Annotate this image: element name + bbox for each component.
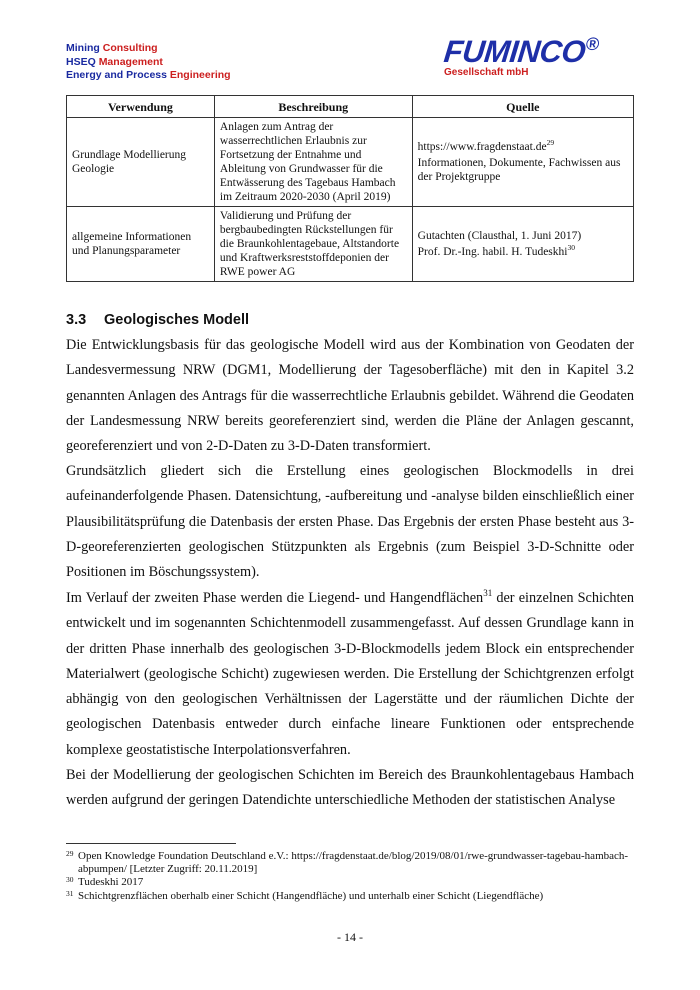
paragraph-text: der einzelnen Schichten entwickelt und im sogenannten Schichtenmodell zusammengefasst. Auf dessen Grundlage kann in der dritten Phase innerhalb des geologischen 3-D-Blockmodells jedem Block ein entsprechender Materialwert (geologische Schicht) zugewiesen werden. Die Erstellung der Schichtgrenzen erfolgt abhängig von den geologischen Verhältnissen der Lagerstätte und der räumlichen Dichte der geologischen Datenbasis entweder durch einfache lineare Funktionen oder entsprechende komplexe geostatistische Interpolationsverfahren. [66,590,634,758]
paragraph: Grundsätzlich gliedert sich die Erstellung eines geologischen Blockmodells in drei aufeinanderfolgende Phasen. Datensichtung, -aufbereitung und -analyse bilden einschließlich einer Plausibilitätsprüfung die Datenbasis der ersten Phase. Das Ergebnis der ersten Phase besteht aus 3-D-georeferenzierten geologischen Stützpunkten als Ergebnis (zum Beispiel 3-D-Schnitte oder Positionen im Böschungssystem). [66,463,634,581]
logo-subtitle: Gesellschaft mbH [444,67,529,78]
fuminco-logo [442,34,644,82]
registered-mark: ® [584,34,600,54]
quelle-url: https://www.fragdenstaat.de [417,141,547,153]
paragraph [66,586,634,763]
quelle-author: Prof. Dr.-Ing. habil. H. Tudeskhi [417,246,568,258]
section-number: 3.3 [66,312,87,328]
page-number: - 14 - [337,930,363,944]
table-header-row [67,96,634,118]
footnote-ref: 30 [567,243,575,252]
cell-beschreibung: Anlagen zum Antrag der wasserrechtlichen Erlaubnis zur Fortsetzung der Entnahme und Ableitung von Grundwasser für die Entwässerung des Tagebaus Hambach im Zeitraum 2020-2030 (April 2019) [214,118,412,207]
quelle-text: Informationen, Dokumente, Fachwissen aus der Projektgruppe [417,157,621,183]
data-sources-table [66,95,634,282]
col-header-quelle: Quelle [412,96,633,118]
col-header-beschreibung: Beschreibung [214,96,412,118]
cell-beschreibung: Validierung und Prüfung der bergbaubedingten Rückstellungen für die Braunkohlentagebaue, Altstandorte und Kraftwerksreststoffdeponien der RWE power AG [214,207,412,282]
tagline-line-2: HSEQ Management [66,55,163,68]
cell-quelle [412,207,633,282]
section-title: Geologisches Modell [104,312,250,328]
footnote-text: Schichtgrenzflächen oberhalb einer Schicht (Hangendfläche) und unterhalb einer Schicht (Liegendfläche) [78,889,544,902]
col-header-verwendung: Verwendung [67,96,215,118]
cell-quelle [412,118,633,207]
footnote [66,876,634,889]
footnote-text: Tudeskhi 2017 [78,876,144,889]
footnotes [66,850,634,903]
footnote [66,890,634,903]
footnote-ref: 29 [546,138,555,147]
footnote-ref: 31 [483,588,493,598]
paragraph-text: Im Verlauf der zweiten Phase werden die Liegend- und Hangendflächen [66,590,484,606]
quelle-text: Gutachten (Clausthal, 1. Juni 2017) [417,230,582,242]
footnote-mark: 29 [66,849,74,858]
tagline-line-3: Energy and Process Engineering [66,69,231,81]
paragraph: Die Entwicklungsbasis für das geologische Modell wird aus der Kombination von Geodaten der Landesvermessung NRW (DGM1, Modellierung der Tagesoberfläche) mit den in Kapitel 3.2 genannten Anlagen des Antrags für die wasserrechtliche Erlaubnis gebildet. Während die Geodaten der Landesmessung NRW bereits georeferenziert sind, werden die Pläne der Anlagen gescannt, georeferenziert und von 2-D-Daten zu 3-D-Daten transformiert. [66,337,634,455]
cell-verwendung: allgemeine Informationen und Planungsparameter [67,207,215,282]
logo-text: FUMINCO [442,34,588,69]
table-row [67,118,634,207]
table-row [67,207,634,282]
tagline-line-1: Mining Consulting [66,42,158,54]
section-heading [66,312,249,328]
footnote-mark: 30 [66,875,74,885]
paragraph: Bei der Modellierung der geologischen Schichten im Bereich des Braunkohlentagebaus Hambach werden aufgrund der geringen Datendichte unterschiedliche Methoden der statistischen Analyse [66,767,634,809]
cell-verwendung: Grundlage Modellierung Geologie [67,118,215,207]
company-tagline [66,42,231,83]
footnote-mark: 31 [66,888,74,898]
footnote-divider [66,843,236,844]
footnote-text: Open Knowledge Foundation Deutschland e.V.: https://fragdenstaat.de/blog/2019/08/01/rwe-grundwasser-tagebau-hambach-abpumpen/ [Letzter Zugriff: 20.11.2019] [78,850,629,876]
footnote [66,850,634,876]
